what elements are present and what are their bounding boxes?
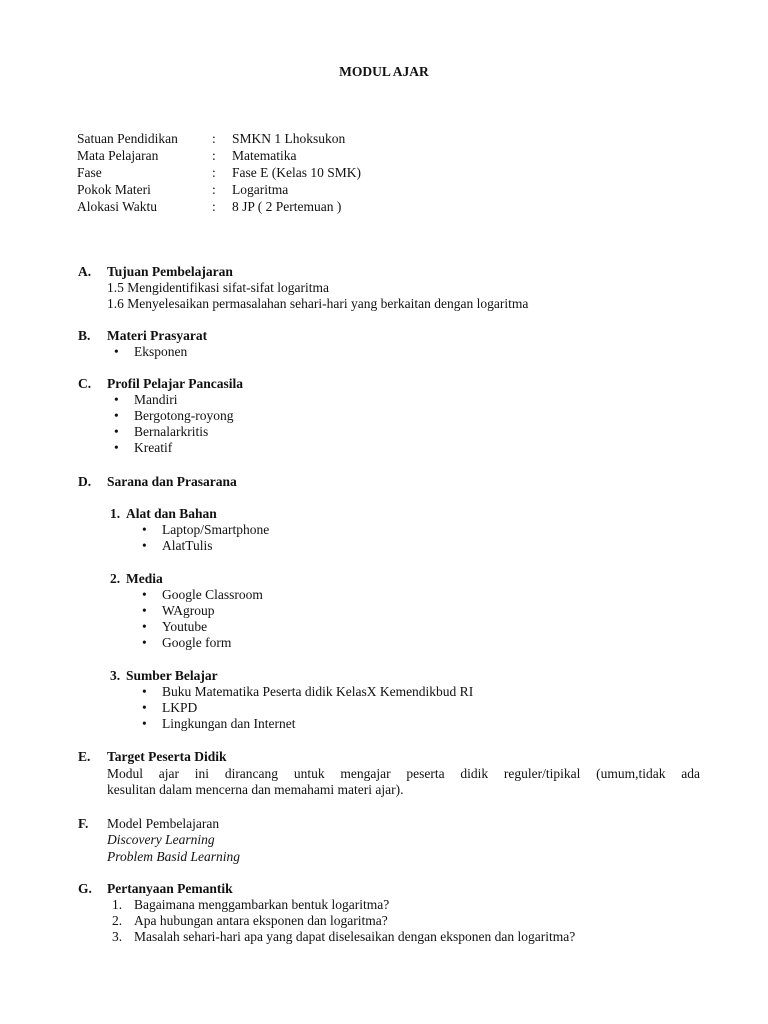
identity-label: Alokasi Waktu <box>77 199 158 214</box>
bullet-icon: • <box>142 538 147 553</box>
identity-colon: : <box>212 182 216 197</box>
bullet-icon: • <box>142 619 147 634</box>
bullet-icon: • <box>114 424 119 439</box>
section-letter: B. <box>78 328 91 343</box>
question-number: 3. <box>112 929 123 944</box>
list-item: Buku Matematika Peserta didik KelasX Kemendikbud RI <box>162 684 474 699</box>
identity-value: SMKN 1 Lhoksukon <box>232 131 346 146</box>
subsection-number: 1. <box>110 506 121 521</box>
identity-colon: : <box>212 199 216 214</box>
section-letter: D. <box>78 474 92 489</box>
list-item: Lingkungan dan Internet <box>162 716 296 731</box>
subsection-number: 2. <box>110 571 121 586</box>
bullet-icon: • <box>142 522 147 537</box>
bullet-icon: • <box>114 440 119 455</box>
list-item: Bernalarkritis <box>134 424 209 439</box>
identity-label: Fase <box>77 165 102 180</box>
paragraph-line: Modul ajar ini dirancang untuk mengajar peserta didik reguler/tipikal (umum,tidak ada <box>107 766 700 781</box>
list-item: Google Classroom <box>162 587 263 602</box>
list-item: Bergotong-royong <box>134 408 234 423</box>
section-title: Sarana dan Prasarana <box>107 474 237 489</box>
section-title: Target Peserta Didik <box>107 749 227 764</box>
bullet-icon: • <box>114 408 119 423</box>
bullet-icon: • <box>142 684 147 699</box>
subsection-number: 3. <box>110 668 121 683</box>
section-letter: E. <box>78 749 91 764</box>
document-title: MODUL AJAR <box>339 64 429 79</box>
objective-item: 1.5 Mengidentifikasi sifat-sifat logaritma <box>107 280 329 295</box>
section-title: Pertanyaan Pemantik <box>107 881 233 896</box>
model-item: Problem Basid Learning <box>107 849 240 864</box>
list-item: Laptop/Smartphone <box>162 522 270 537</box>
subsection-title: Media <box>126 571 163 586</box>
identity-value: Matematika <box>232 148 297 163</box>
list-item: Kreatif <box>134 440 173 455</box>
section-letter: A. <box>78 264 92 279</box>
paragraph-line: kesulitan dalam mencerna dan memahami materi ajar). <box>107 782 404 797</box>
section-title: Materi Prasyarat <box>107 328 208 343</box>
section-title: Tujuan Pembelajaran <box>107 264 233 279</box>
section-letter: F. <box>78 816 89 831</box>
identity-colon: : <box>212 131 216 146</box>
identity-value: Fase E (Kelas 10 SMK) <box>232 165 361 180</box>
question-text: Bagaimana menggambarkan bentuk logaritma? <box>134 897 390 912</box>
list-item: Eksponen <box>134 344 188 359</box>
subsection-title: Sumber Belajar <box>126 668 218 683</box>
bullet-icon: • <box>142 700 147 715</box>
objective-item: 1.6 Menyelesaikan permasalahan sehari-hari yang berkaitan dengan logaritma <box>107 296 529 311</box>
bullet-icon: • <box>142 587 147 602</box>
question-text: Masalah sehari-hari apa yang dapat diselesaikan dengan eksponen dan logaritma? <box>134 929 576 944</box>
question-number: 2. <box>112 913 123 928</box>
bullet-icon: • <box>114 392 119 407</box>
identity-colon: : <box>212 148 216 163</box>
list-item: AlatTulis <box>162 538 213 553</box>
identity-colon: : <box>212 165 216 180</box>
section-letter: G. <box>78 881 92 896</box>
model-item: Discovery Learning <box>107 832 215 847</box>
section-letter: C. <box>78 376 92 391</box>
identity-value: Logaritma <box>232 182 289 197</box>
bullet-icon: • <box>142 603 147 618</box>
section-title: Model Pembelajaran <box>107 816 220 831</box>
question-text: Apa hubungan antara eksponen dan logaritma? <box>134 913 388 928</box>
identity-label: Satuan Pendidikan <box>77 131 178 146</box>
question-number: 1. <box>112 897 123 912</box>
bullet-icon: • <box>142 716 147 731</box>
list-item: Mandiri <box>134 392 178 407</box>
identity-label: Mata Pelajaran <box>77 148 159 163</box>
identity-value: 8 JP ( 2 Pertemuan ) <box>232 199 342 214</box>
section-title: Profil Pelajar Pancasila <box>107 376 243 391</box>
subsection-title: Alat dan Bahan <box>126 506 217 521</box>
bullet-icon: • <box>142 635 147 650</box>
list-item: Youtube <box>162 619 208 634</box>
identity-label: Pokok Materi <box>77 182 151 197</box>
list-item: WAgroup <box>162 603 215 618</box>
list-item: LKPD <box>162 700 198 715</box>
list-item: Google form <box>162 635 232 650</box>
bullet-icon: • <box>114 344 119 359</box>
